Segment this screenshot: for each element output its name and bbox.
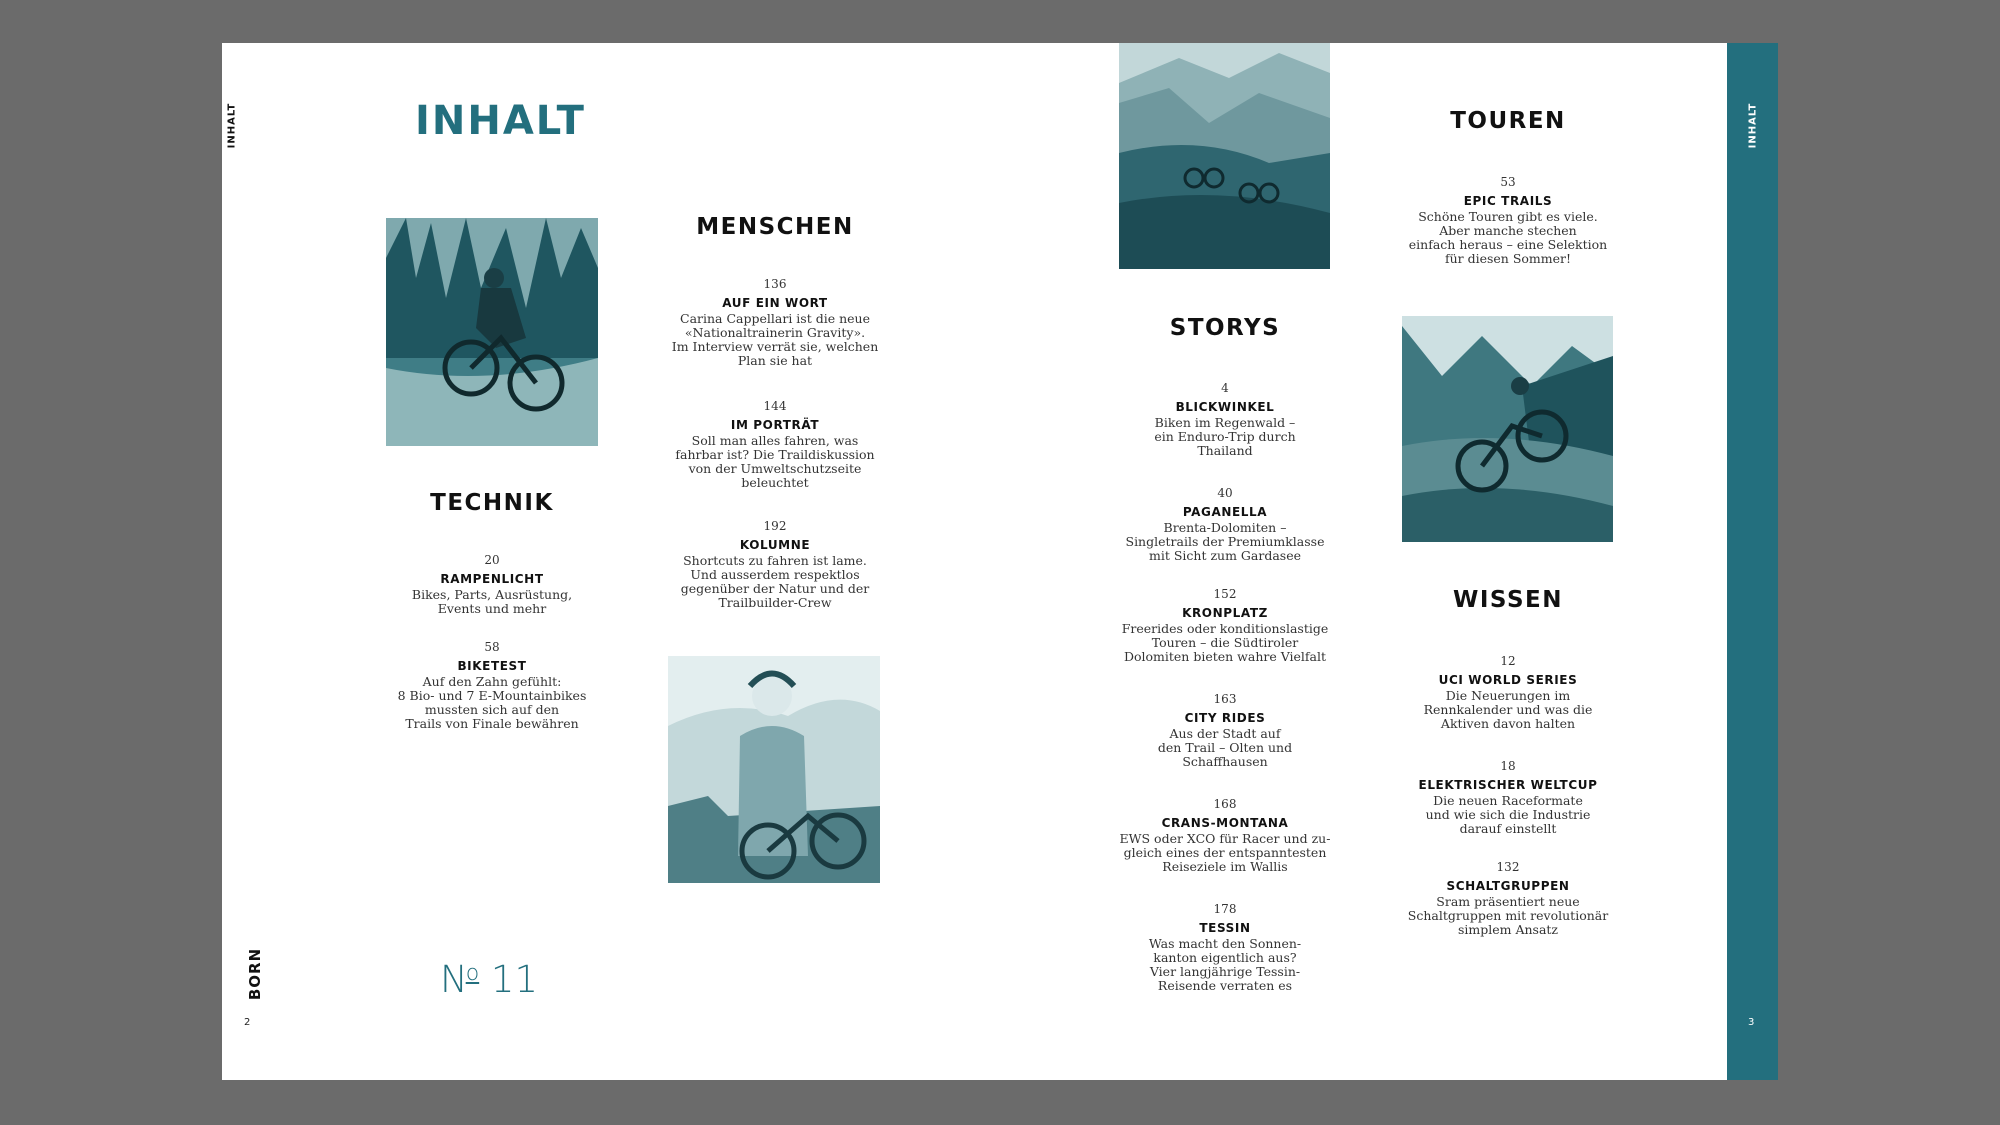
toc-page-number: 20 — [484, 553, 500, 567]
toc-title: CRANS-MONTANA — [1161, 816, 1289, 830]
toc-page-number: 132 — [1496, 860, 1520, 874]
section-heading-touren: TOUREN — [1450, 108, 1566, 134]
page-number-left: 2 — [244, 1017, 251, 1028]
toc-page-number: 58 — [484, 640, 500, 654]
running-head-right: INHALT — [1747, 102, 1759, 149]
page-title: INHALT — [415, 98, 586, 144]
magazine-brand: BORN — [246, 947, 265, 1001]
toc-page-number: 163 — [1213, 692, 1237, 706]
issue-value: 11 — [479, 958, 538, 1001]
issue-prefix: N — [440, 958, 468, 1001]
toc-entry-im-portraet[interactable] — [660, 398, 890, 490]
toc-entry-paganella[interactable] — [1110, 485, 1340, 563]
toc-page-number: 18 — [1500, 759, 1516, 773]
accent-band — [1727, 43, 1778, 1080]
toc-title: AUF EIN WORT — [722, 296, 828, 310]
section-heading-wissen: WISSEN — [1453, 587, 1563, 613]
toc-entry-biketest[interactable] — [377, 639, 607, 731]
toc-page-number: 168 — [1213, 797, 1237, 811]
toc-title: ELEKTRISCHER WELTCUP — [1418, 778, 1598, 792]
toc-title: KOLUMNE — [739, 538, 811, 552]
toc-description: Die neuen Raceformate und wie sich die Industrie darauf einstellt — [1425, 793, 1591, 836]
toc-entry-crans-montana[interactable] — [1110, 796, 1340, 874]
page-number-right: 3 — [1748, 1017, 1755, 1028]
toc-title: BIKETEST — [457, 659, 527, 673]
toc-title: IM PORTRÄT — [730, 418, 820, 432]
toc-description: Was macht den Sonnen- kanton eigentlich aus? Vier langjährige Tessin- Reisende verraten es — [1148, 936, 1302, 993]
toc-page-number: 152 — [1213, 587, 1237, 601]
photo-technik-rider — [386, 218, 598, 446]
toc-page-number: 12 — [1500, 654, 1516, 668]
toc-page-number: 144 — [763, 399, 787, 413]
toc-page-number: 136 — [763, 277, 787, 291]
toc-entry-city-rides[interactable] — [1110, 691, 1340, 769]
photo-menschen-portrait — [668, 656, 880, 883]
toc-description: EWS oder XCO für Racer und zu- gleich eines der entspanntesten Reiseziele im Wallis — [1119, 831, 1331, 874]
toc-title: CITY RIDES — [1184, 711, 1266, 725]
toc-page-number: 40 — [1217, 486, 1233, 500]
toc-entry-blickwinkel[interactable] — [1110, 380, 1340, 458]
toc-entry-kolumne[interactable] — [660, 518, 890, 610]
toc-page-number: 178 — [1213, 902, 1237, 916]
toc-entry-kronplatz[interactable] — [1110, 586, 1340, 664]
toc-page-number: 4 — [1221, 381, 1229, 395]
toc-title: RAMPENLICHT — [440, 572, 544, 586]
toc-entry-rampenlicht[interactable] — [377, 552, 607, 616]
toc-description: Biken im Regenwald – ein Enduro-Trip durch Thailand — [1154, 415, 1296, 458]
toc-title: UCI WORLD SERIES — [1438, 673, 1578, 687]
toc-entry-uci-world-series[interactable] — [1393, 653, 1623, 731]
toc-page-number: 192 — [763, 519, 787, 533]
issue-number — [440, 958, 538, 1001]
toc-description: Brenta-Dolomiten – Singletrails der Premiumklasse mit Sicht zum Gardasee — [1125, 520, 1325, 563]
toc-description: Auf den Zahn gefühlt: 8 Bio- und 7 E-Mountainbikes mussten sich auf den Trails von Finale bewähren — [397, 674, 587, 731]
toc-description: Schöne Touren gibt es viele. Aber manche stechen einfach heraus – eine Selektion für diesen Sommer! — [1408, 209, 1608, 266]
toc-title: SCHALTGRUPPEN — [1446, 879, 1570, 893]
photo-touren-climb — [1402, 316, 1613, 542]
issue-prefix-sup: o — [465, 961, 480, 986]
photo-storys-mountains — [1119, 43, 1330, 269]
toc-description: Soll man alles fahren, was fahrbar ist? Die Traildiskussion von der Umweltschutzseite beleuchtet — [675, 433, 875, 490]
toc-title: PAGANELLA — [1182, 505, 1268, 519]
toc-title: EPIC TRAILS — [1463, 194, 1553, 208]
toc-entry-tessin[interactable] — [1110, 901, 1340, 993]
section-heading-menschen: MENSCHEN — [696, 214, 854, 240]
toc-title: BLICKWINKEL — [1175, 400, 1275, 414]
toc-description: Bikes, Parts, Ausrüstung, Events und mehr — [411, 587, 573, 616]
toc-description: Shortcuts zu fahren ist lame. Und ausserdem respektlos gegenüber der Natur und der Trailbuilder-Crew — [680, 553, 870, 610]
toc-entry-elektrischer-weltcup[interactable] — [1393, 758, 1623, 836]
toc-entry-auf-ein-wort[interactable] — [660, 276, 890, 368]
toc-title: TESSIN — [1199, 921, 1251, 935]
toc-page-number: 53 — [1500, 175, 1516, 189]
toc-title: KRONPLATZ — [1182, 606, 1268, 620]
toc-description: Die Neuerungen im Rennkalender und was die Aktiven davon halten — [1423, 688, 1593, 731]
toc-description: Carina Cappellari ist die neue «Nationaltrainerin Gravity». Im Interview verrät sie, welchen Plan sie hat — [671, 311, 879, 368]
section-heading-storys: STORYS — [1169, 315, 1281, 341]
toc-description: Freerides oder konditionslastige Touren – die Südtiroler Dolomiten bieten wahre Vielfalt — [1121, 621, 1329, 664]
toc-description: Aus der Stadt auf den Trail – Olten und Schaffhausen — [1157, 726, 1293, 769]
toc-entry-epic-trails[interactable] — [1393, 174, 1623, 266]
toc-description: Sram präsentiert neue Schaltgruppen mit revolutionär simplem Ansatz — [1407, 894, 1609, 937]
section-heading-technik: TECHNIK — [430, 490, 554, 516]
running-head-left: INHALT — [226, 102, 238, 149]
toc-entry-schaltgruppen[interactable] — [1393, 859, 1623, 937]
